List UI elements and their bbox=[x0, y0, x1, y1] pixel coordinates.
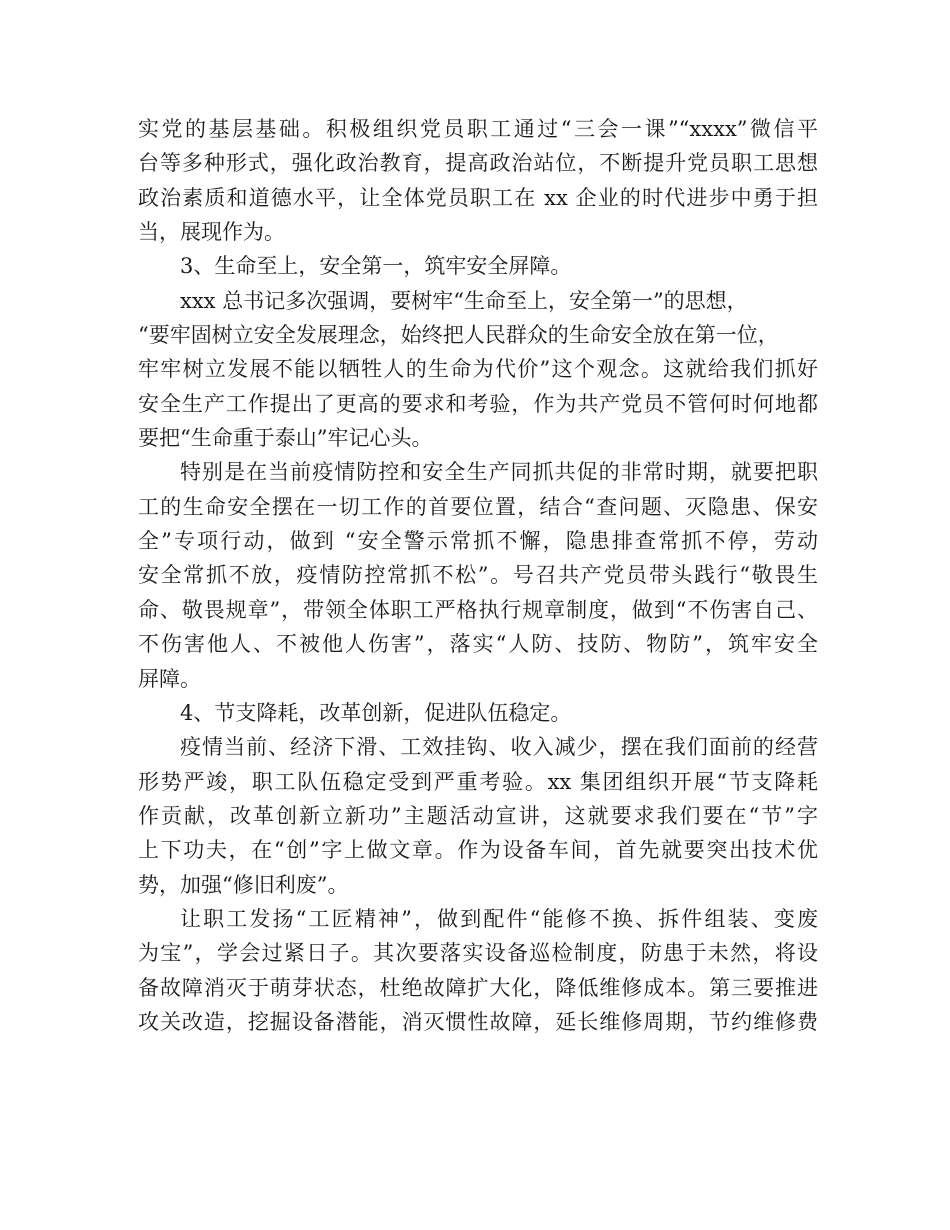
text-line: 安全常抓不放，疫情防控常抓不松”。号召共产党员带头践行“敬畏生 bbox=[138, 563, 818, 588]
text-line: 攻关改造，挖掘设备潜能，消灭惯性故障，延长维修周期，节约维修费 bbox=[138, 1009, 818, 1034]
text-line: 牢牢树立发展不能以牺牲人的生命为代价”这个观念。这就给我们抓好 bbox=[138, 357, 818, 382]
text-line: 实党的基层基础。积极组织党员职工通过“三会一课”“xxxx”微信平 bbox=[138, 117, 818, 141]
text-line: 命、敬畏规章”，带领全体职工严格执行规章制度，做到“不伤害自己、 bbox=[138, 597, 818, 622]
text-line: 工的生命安全摆在一切工作的首要位置，结合“查问题、灭隐患、保安 bbox=[138, 494, 818, 519]
text-line: 为宝”，学会过紧日子。其次要落实设备巡检制度，防患于未然，将设 bbox=[138, 941, 818, 966]
text-line: 安全生产工作提出了更高的要求和考验，作为共产党员不管何时何地都 bbox=[138, 391, 818, 416]
text-line: 不伤害他人、不被他人伤害”，落实“人防、技防、物防”，筑牢安全 bbox=[138, 632, 818, 657]
text-line: “要牢固树立安全发展理念，始终把人民群众的生命安全放在第一位， bbox=[138, 323, 779, 348]
text-line: 疫情当前、经济下滑、工效挂钩、收入减少，摆在我们面前的经营 bbox=[180, 735, 818, 760]
text-line: 政治素质和道德水平，让全体党员职工在 xx 企业的时代进步中勇于担 bbox=[138, 185, 818, 210]
text-line: 当，展现作为。 bbox=[138, 220, 285, 245]
document-body bbox=[138, 112, 818, 1039]
text-line: xxx 总书记多次强调，要树牢“生命至上，安全第一”的思想， bbox=[180, 288, 748, 313]
text-line: 全”专项行动，做到 “安全警示常抓不懈，隐患排查常抓不停，劳动 bbox=[138, 529, 818, 554]
text-line: 让职工发扬“工匠精神”，做到配件“能修不换、拆件组装、变废 bbox=[180, 906, 818, 931]
text-line: 台等多种形式，强化政治教育，提高政治站位，不断提升党员职工思想 bbox=[138, 151, 818, 176]
text-line: 4、节支降耗，改革创新，促进队伍稳定。 bbox=[180, 700, 572, 725]
text-line: 上下功夫，在“创”字上做文章。作为设备车间，首先就要突出技术优 bbox=[138, 838, 818, 863]
text-line: 作贡献，改革创新立新功”主题活动宣讲，这就要求我们要在“节”字 bbox=[138, 803, 818, 828]
text-line: 屏障。 bbox=[138, 666, 201, 691]
text-line: 备故障消灭于萌芽状态，杜绝故障扩大化，降低维修成本。第三要推进 bbox=[138, 975, 818, 1000]
text-line: 特别是在当前疫情防控和安全生产同抓共促的非常时期，就要把职 bbox=[180, 460, 818, 485]
text-line: 形势严竣，职工队伍稳定受到严重考验。xx 集团组织开展“节支降耗 bbox=[138, 769, 818, 794]
text-line: 要把“生命重于泰山”牢记心头。 bbox=[138, 426, 433, 451]
text-line: 势，加强“修旧利废”。 bbox=[138, 872, 349, 897]
text-line: 3、生命至上，安全第一，筑牢安全屏障。 bbox=[180, 254, 572, 279]
